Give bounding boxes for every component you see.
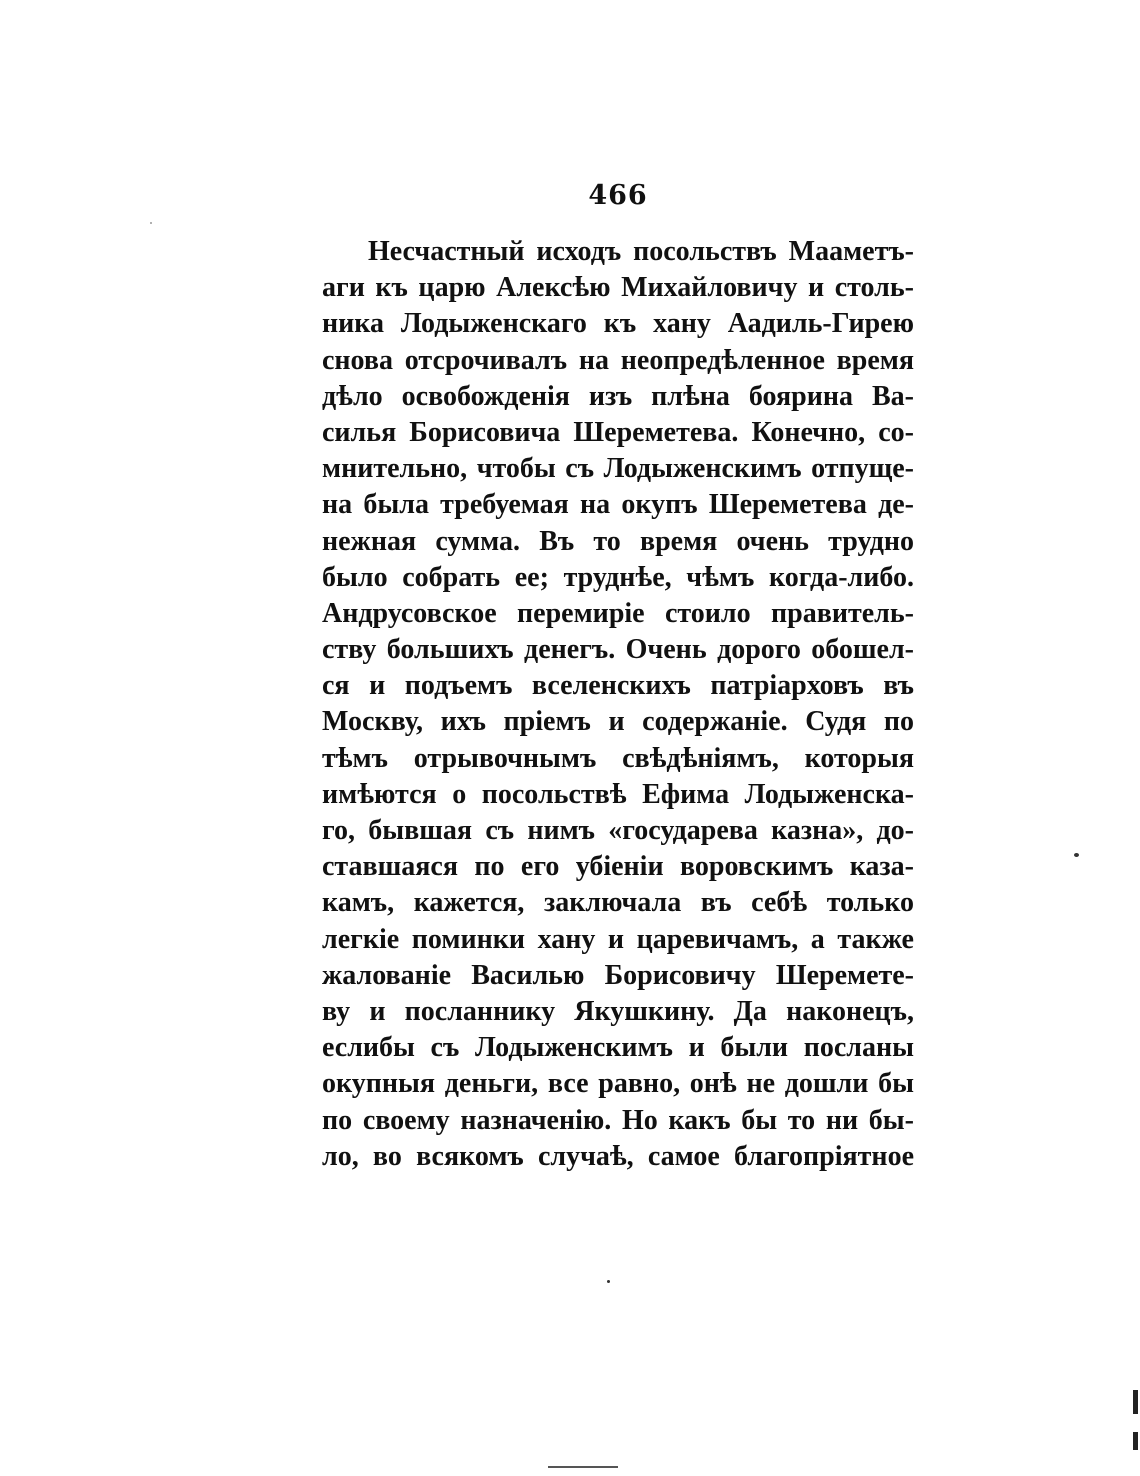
text-line: силья Борисовича Шереметева. Конечно, со- [322,416,914,448]
text-line: окупныя деньги, все равно, онѣ не дошли бы [322,1068,914,1100]
scan-bottom-line [548,1466,618,1468]
text-line: было собрать ее; труднѣе, чѣмъ когда-либо. [322,561,914,593]
body-paragraph [322,234,914,1175]
text-line: по своему назначенію. Но какъ бы то ни бы- [322,1104,914,1136]
text-line: го, бывшая съ нимъ «государева казна», до- [322,815,914,846]
text-line: на была требуемая на окупъ Шереметева де- [322,489,914,521]
text-line: нежная сумма. Въ то время очень трудно [322,525,914,557]
scan-speck [607,1280,610,1283]
text-line: Несчастный исходъ посольствъ Мааметъ- [368,236,914,267]
scan-edge-mark [1133,1432,1138,1450]
text-line: тѣмъ отрывочнымъ свѣдѣніямъ, которыя [322,742,914,774]
text-line: легкіе поминки хану и царевичамъ, а также [322,923,914,955]
text-line: ся и подъемъ вселенскихъ патріарховъ въ [322,670,914,702]
text-line: аги къ царю Алексѣю Михайловичу и столь- [322,272,914,304]
text-line: ника Лодыженскаго къ хану Аадиль-Гирею [322,308,914,340]
text-line: Андрусовское перемиріе стоило правитель- [322,597,914,629]
scan-edge-mark [1133,1390,1138,1414]
page-number: 466 [588,180,648,211]
text-line: ставшаяся по его убіеніи воровскимъ каза- [322,851,914,883]
text-line: имѣются о посольствѣ Ефима Лодыженска- [322,778,914,810]
text-line: ству большихъ денегъ. Очень дорого обошел- [322,634,914,666]
text-line: ву и посланнику Якушкину. Да наконецъ, [322,995,914,1027]
text-line: еслибы съ Лодыженскимъ и были посланы [322,1032,914,1064]
text-line: дѣло освобожденія изъ плѣна боярина Ва- [322,380,914,412]
scan-speck [150,222,152,224]
text-line: мнительно, чтобы съ Лодыженскимъ отпуще- [322,453,914,485]
text-line: камъ, кажется, заключала въ себѣ только [322,887,914,919]
text-line: Москву, ихъ пріемъ и содержаніе. Судя по [322,706,914,738]
text-line: жалованіе Василью Борисовичу Шереметe- [322,959,914,991]
scan-speck [1074,853,1079,857]
text-line: снова отсрочивалъ на неопредѣленное время [322,344,914,376]
text-line: ло, во всякомъ случаѣ, самое благопріятное [322,1140,914,1172]
